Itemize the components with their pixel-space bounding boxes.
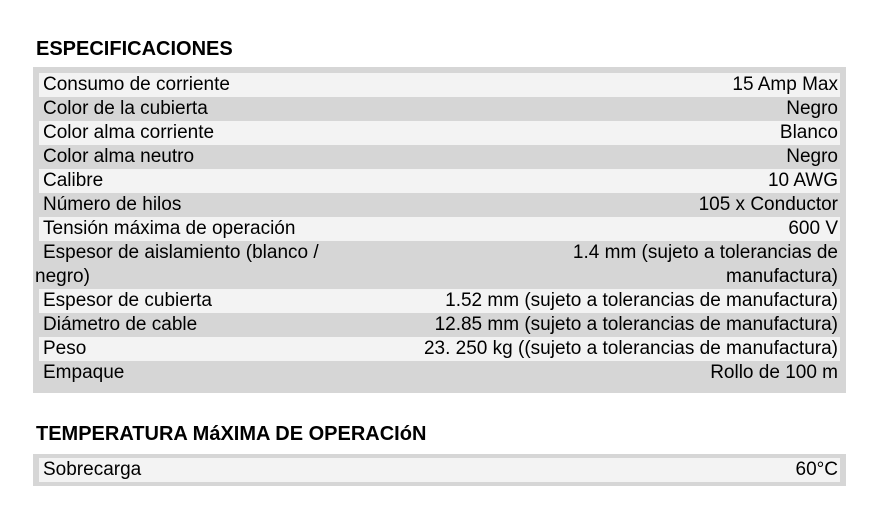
spec-value: 23. 250 kg ((sujeto a tolerancias de manufactura) [423, 338, 838, 359]
spec-row-jacket-thickness [39, 289, 840, 313]
spec-value: 15 Amp Max [732, 74, 838, 95]
specifications-heading: ESPECIFICACIONES [36, 38, 233, 60]
spec-label-continuation: negro) [35, 266, 90, 287]
spec-label: Color alma neutro [43, 146, 195, 167]
max-temperature-heading: TEMPERATURA MáXIMA DE OPERACIóN [36, 423, 427, 445]
spec-row-cable-diameter [39, 313, 840, 337]
temp-row-overload [39, 458, 840, 482]
spec-row-strand-count [39, 193, 840, 217]
temperature-table [33, 454, 846, 486]
spec-value: Rollo de 100 m [710, 362, 838, 383]
spec-row-current-core-color [39, 121, 840, 145]
spec-value: 10 AWG [767, 170, 838, 191]
spec-row-jacket-color [39, 97, 840, 121]
spec-row-insulation-thickness [35, 241, 840, 289]
spec-value: 1.4 mm (sujeto a tolerancias de manufactura) [572, 242, 838, 287]
spec-label: Número de hilos [43, 194, 182, 215]
spec-label: Sobrecarga [43, 459, 142, 480]
spec-row-neutral-core-color [39, 145, 840, 169]
spec-value: 600 V [788, 218, 838, 239]
spec-value: Blanco [779, 122, 838, 143]
spec-label: Color alma corriente [43, 122, 215, 143]
spec-value: Negro [786, 98, 838, 119]
spec-row-weight [39, 337, 840, 361]
spec-row-packaging [39, 361, 840, 385]
spec-label: Espesor de aislamiento (blanco / [43, 242, 319, 263]
spec-label: Peso [43, 338, 87, 359]
spec-label: Espesor de cubierta [43, 290, 212, 311]
spec-label: Calibre [43, 170, 104, 191]
specifications-table [33, 67, 846, 393]
spec-row-max-voltage [39, 217, 840, 241]
spec-value: 12.85 mm (sujeto a tolerancias de manufactura) [434, 314, 838, 335]
spec-label: Diámetro de cable [43, 314, 198, 335]
spec-row-gauge [39, 169, 840, 193]
spec-label: Color de la cubierta [43, 98, 208, 119]
spec-label: Tensión máxima de operación [43, 218, 296, 239]
spec-value: Negro [786, 146, 838, 167]
spec-value: 105 x Conductor [698, 194, 838, 215]
spec-row-current [39, 73, 840, 97]
spec-label: Empaque [43, 362, 125, 383]
spec-label: Consumo de corriente [43, 74, 230, 95]
spec-value: 60°C [795, 459, 838, 480]
spec-value: 1.52 mm (sujeto a tolerancias de manufactura) [445, 290, 838, 311]
